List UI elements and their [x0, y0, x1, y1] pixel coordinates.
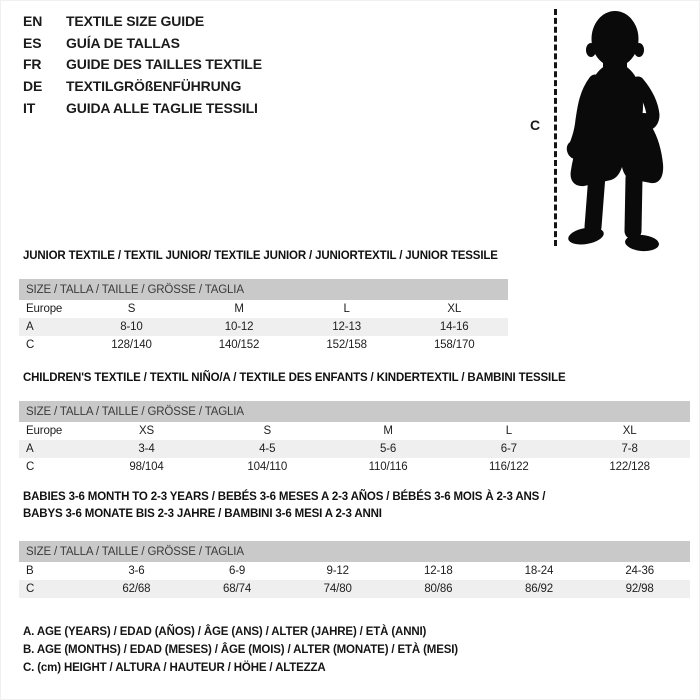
row-label: C — [26, 339, 35, 351]
size-value-cell: 9-12 — [326, 565, 349, 577]
table-row — [19, 318, 508, 336]
size-value-cell: XL — [622, 425, 637, 437]
size-value-cell: 6-9 — [228, 565, 246, 577]
size-value-cell: 10-12 — [224, 321, 254, 333]
size-value-cell: L — [343, 303, 350, 315]
size-value-cell: L — [505, 425, 512, 437]
language-row — [23, 53, 262, 75]
size-value-cell: 80/86 — [424, 583, 453, 595]
section-title — [23, 489, 690, 523]
size-value-cell: 110/116 — [368, 461, 408, 473]
language-code-label: DE — [23, 77, 43, 94]
table-row — [19, 422, 690, 440]
table-row — [19, 300, 508, 318]
section-childrens-textile — [19, 372, 690, 476]
language-row — [23, 97, 262, 119]
size-value-cell: 152/158 — [326, 339, 367, 351]
footnote-line: A. AGE (YEARS) / EDAD (AÑOS) / ÂGE (ANS) / ALTER (JAHRE) / ETÀ (ANNI) — [23, 626, 427, 638]
section-title-line: BABYS 3-6 MONATE BIS 2-3 JAHRE / BAMBINI 3-6 MESI A 2-3 ANNI — [23, 508, 382, 520]
size-value-cell: 6-7 — [500, 443, 517, 455]
language-row — [23, 10, 262, 32]
size-table — [19, 279, 508, 354]
row-label: Europe — [26, 303, 63, 315]
size-value-cell: 128/140 — [111, 339, 152, 351]
size-value-cell: 8-10 — [120, 321, 143, 333]
language-title-list — [23, 10, 262, 118]
language-title-label: GUIDA ALLE TAGLIE TESSILI — [66, 99, 258, 116]
language-title-label: TEXTILE SIZE GUIDE — [66, 12, 205, 29]
footnotes — [23, 623, 458, 677]
section-title-line: BABIES 3-6 MONTH TO 2-3 YEARS / BEBÉS 3-6 MESES A 2-3 AÑOS / BÉBÉS 3-6 MOIS À 2-3 ANS / — [23, 491, 546, 503]
language-code-label: EN — [23, 12, 43, 29]
height-measure-label: C — [530, 117, 540, 133]
size-header-bar: SIZE / TALLA / TAILLE / GRÖSSE / TAGLIA — [19, 401, 690, 422]
toddler-silhouette-icon — [561, 3, 697, 253]
size-value-cell: 158/170 — [433, 339, 475, 351]
size-value-cell: XS — [138, 425, 154, 437]
row-label: A — [26, 321, 34, 333]
size-value-cell: 62/68 — [122, 583, 151, 595]
size-value-cell: 7-8 — [621, 443, 638, 455]
size-value-cell: XL — [447, 303, 462, 315]
table-row — [19, 440, 690, 458]
row-label: C — [26, 583, 35, 595]
size-header-bar: SIZE / TALLA / TAILLE / GRÖSSE / TAGLIA — [19, 541, 690, 562]
row-label: A — [26, 443, 34, 455]
row-label: B — [26, 565, 34, 577]
size-value-cell: 140/152 — [218, 339, 260, 351]
language-title-label: GUIDE DES TAILLES TEXTILE — [66, 56, 262, 73]
section-junior-textile — [19, 250, 508, 354]
table-row — [19, 580, 690, 598]
size-header-row — [19, 401, 690, 422]
section-title-line: JUNIOR TEXTILE / TEXTIL JUNIOR/ TEXTILE JUNIOR / JUNIORTEXTIL / JUNIOR TESSILE — [23, 250, 498, 262]
size-value-cell: 68/74 — [223, 583, 252, 595]
language-code-label: ES — [23, 34, 42, 51]
language-code-label: IT — [23, 99, 36, 116]
size-value-cell: 12-13 — [332, 321, 361, 333]
section-title-line: CHILDREN'S TEXTILE / TEXTIL NIÑO/A / TEXTILE DES ENFANTS / KINDERTEXTIL / BAMBINI TESSILE — [23, 372, 566, 384]
size-header-row — [19, 541, 690, 562]
section-title — [23, 250, 508, 263]
row-label: C — [26, 461, 35, 473]
height-measure-dashed-line — [554, 9, 557, 246]
size-value-cell: M — [234, 303, 244, 315]
size-value-cell: 18-24 — [524, 565, 554, 577]
language-title-label: GUÍA DE TALLAS — [66, 34, 180, 51]
size-value-cell: 5-6 — [379, 443, 397, 455]
language-row — [23, 75, 262, 97]
size-value-cell: 24-36 — [625, 565, 654, 577]
language-title-label: TEXTILGRÖßENFÜHRUNG — [66, 77, 242, 94]
size-value-cell: M — [383, 425, 393, 437]
footnote-line: B. AGE (MONTHS) / EDAD (MESES) / ÂGE (MOIS) / ALTER (MONATE) / ETÀ (MESI) — [23, 644, 458, 656]
size-value-cell: 4-5 — [259, 443, 276, 455]
size-value-cell: 74/80 — [323, 583, 352, 595]
table-row — [19, 336, 508, 354]
size-value-cell: 98/104 — [129, 461, 164, 473]
row-label: Europe — [26, 425, 63, 437]
size-header-row — [19, 279, 508, 300]
size-value-cell: 14-16 — [439, 321, 469, 333]
language-row — [23, 32, 262, 54]
footnote-line: C. (cm) HEIGHT / ALTURA / HAUTEUR / HÖHE / ALTEZZA — [23, 662, 326, 674]
size-value-cell: 3-4 — [138, 443, 155, 455]
section-title — [23, 372, 690, 385]
table-row — [19, 562, 690, 580]
size-value-cell: 104/110 — [247, 461, 288, 473]
size-value-cell: 86/92 — [524, 583, 553, 595]
size-value-cell: S — [263, 425, 272, 437]
language-code-label: FR — [23, 56, 42, 73]
size-value-cell: 92/98 — [625, 583, 654, 595]
size-value-cell: S — [127, 303, 136, 315]
size-value-cell: 122/128 — [609, 461, 650, 473]
size-value-cell: 3-6 — [128, 565, 145, 577]
size-table — [19, 401, 690, 476]
size-value-cell: 116/122 — [488, 461, 529, 473]
size-value-cell: 12-18 — [424, 565, 453, 577]
section-babies-textile — [19, 491, 690, 598]
table-row — [19, 458, 690, 476]
size-table — [19, 541, 690, 598]
size-header-bar: SIZE / TALLA / TAILLE / GRÖSSE / TAGLIA — [19, 279, 508, 300]
